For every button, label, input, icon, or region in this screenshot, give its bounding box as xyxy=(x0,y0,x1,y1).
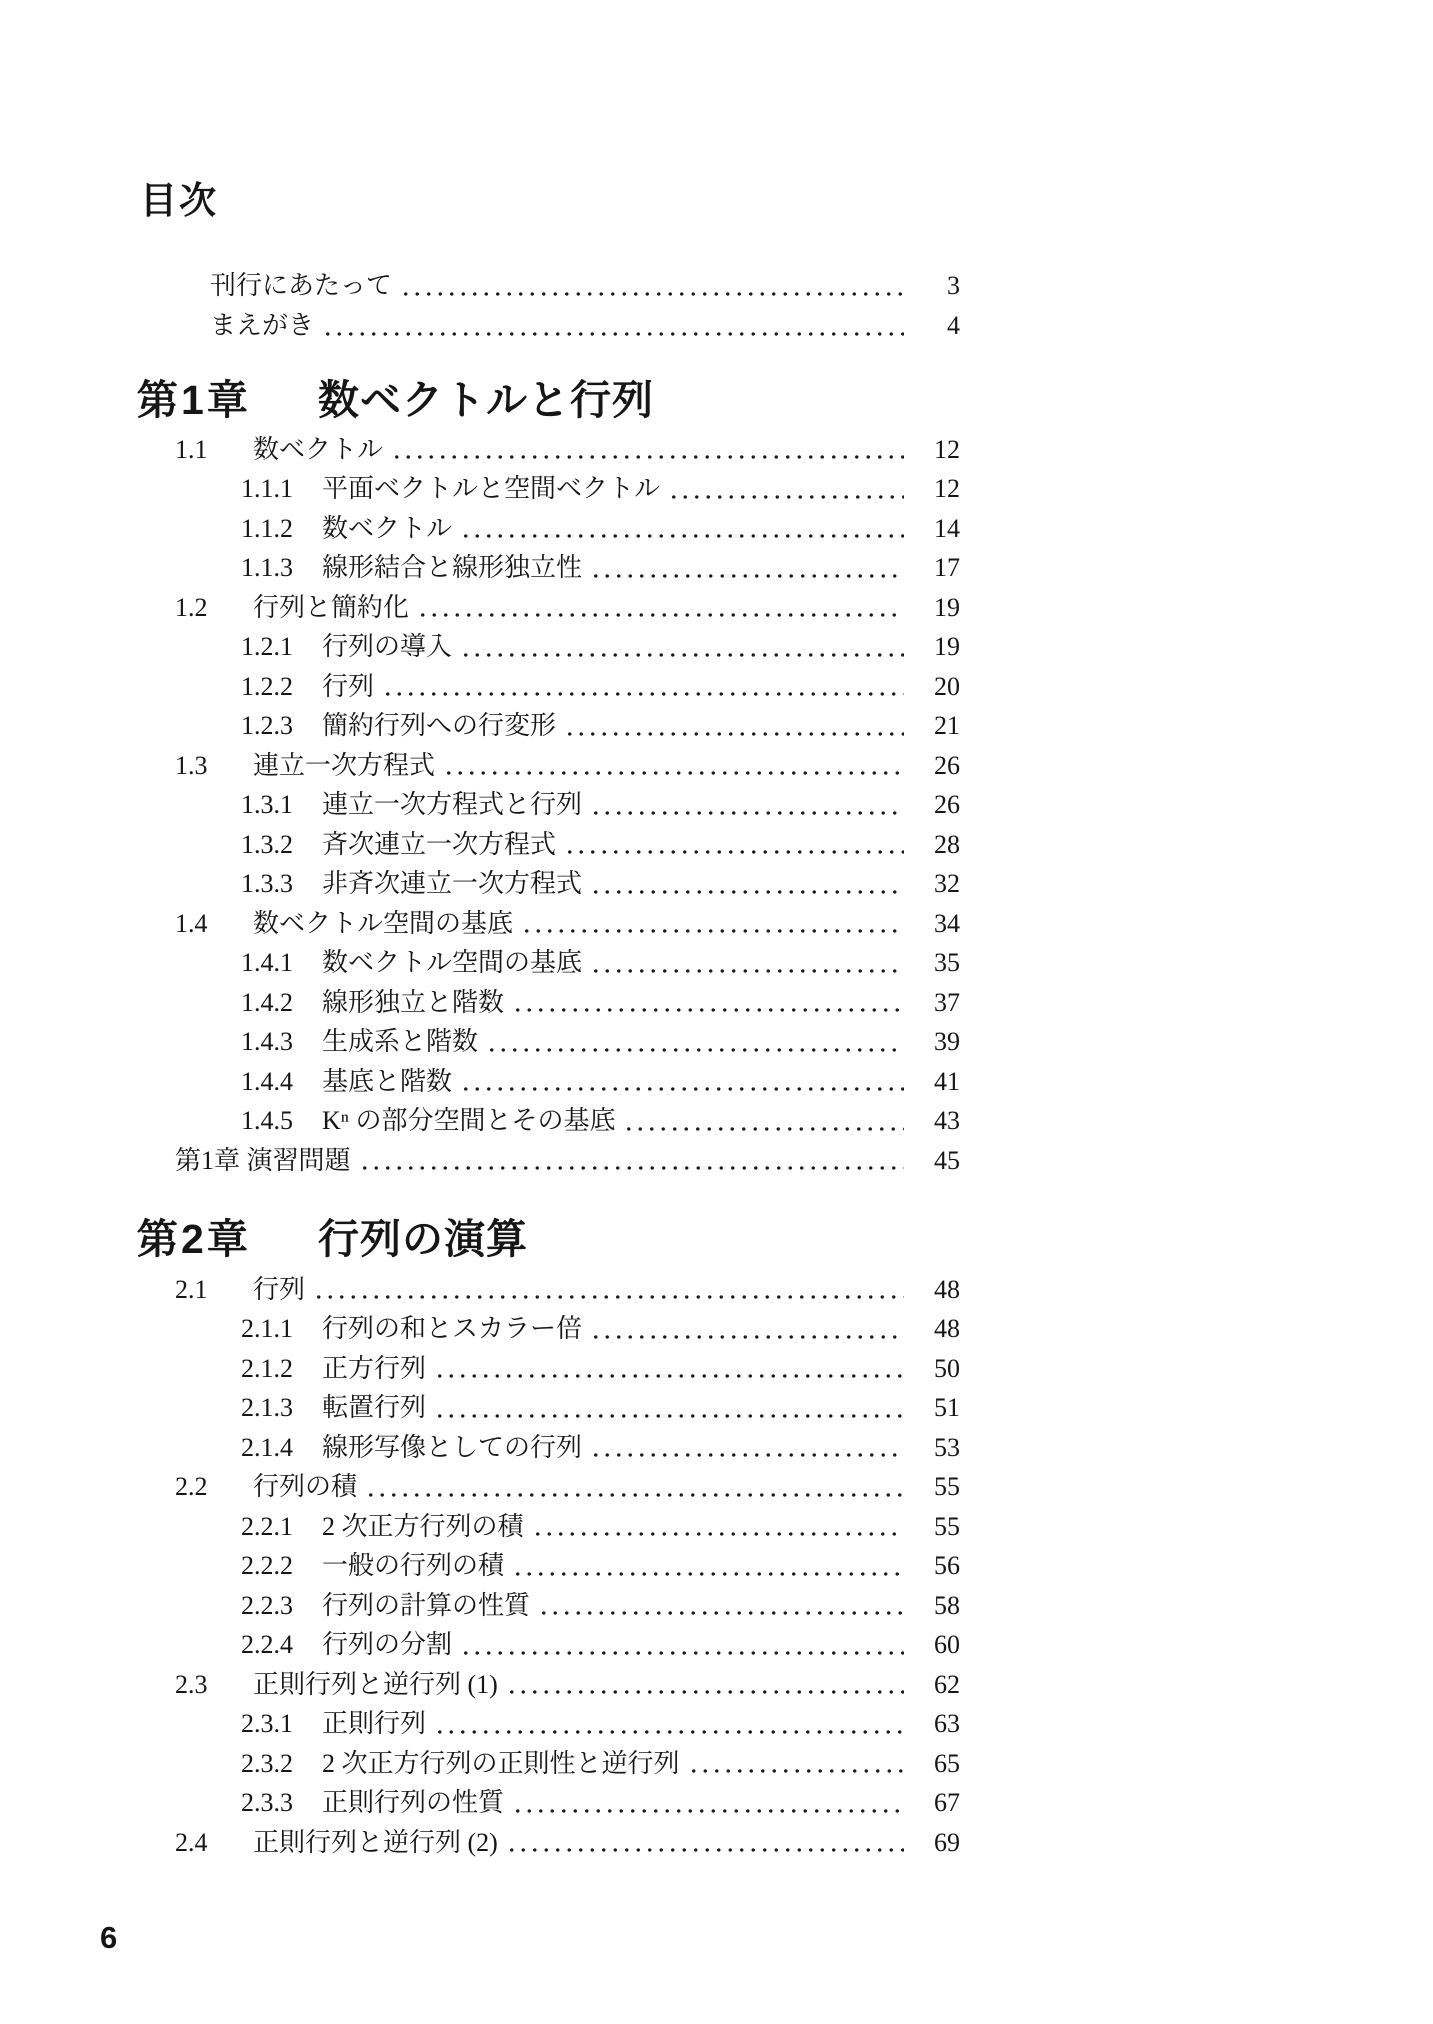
toc-entry-title: 2 次正方行列の正則性と逆行列 xyxy=(322,1748,680,1778)
toc-entry-page: 50 xyxy=(934,1353,960,1383)
dot-leader xyxy=(486,1048,904,1052)
dot-leader xyxy=(564,732,904,736)
toc-entry[interactable] xyxy=(140,1310,960,1350)
toc-entry-number: 2.1.3 xyxy=(241,1393,293,1423)
toc-entry-title: 行列 xyxy=(253,1274,306,1304)
dot-leader xyxy=(506,1848,904,1852)
toc-entry-number: 1.4 xyxy=(175,908,208,938)
toc-entry-number: 1.3.3 xyxy=(241,869,293,899)
toc-entry-title: 一般の行列の積 xyxy=(322,1551,505,1581)
toc-entry-page: 58 xyxy=(934,1590,960,1620)
dot-leader xyxy=(668,495,904,499)
toc-entry-number: 2.3.3 xyxy=(241,1788,293,1818)
toc-entry-title: 正則行列と逆行列 (2) xyxy=(253,1827,498,1857)
toc-entry-number: 2.1 xyxy=(175,1274,208,1304)
toc-entry-number: 1.3 xyxy=(175,750,208,780)
toc-entry-page: 21 xyxy=(934,711,960,741)
toc-entry-page: 51 xyxy=(934,1393,960,1423)
toc-entry-page: 34 xyxy=(934,908,960,938)
toc-entry-number: 1.1.2 xyxy=(241,513,293,543)
dot-leader xyxy=(512,1008,904,1012)
toc-entry-page: 17 xyxy=(934,553,960,583)
dot-leader xyxy=(590,811,904,815)
toc-entry-page: 55 xyxy=(934,1472,960,1502)
toc-entry-title: 行列 xyxy=(322,671,375,701)
toc-entry-number: 2.2.2 xyxy=(241,1551,293,1581)
chapter-2-heading xyxy=(137,1217,997,1261)
dot-leader xyxy=(512,1572,904,1576)
toc-entry-number: 1.1 xyxy=(175,434,208,464)
toc-entry-page: 12 xyxy=(934,434,960,464)
toc-entry[interactable] xyxy=(140,628,960,668)
toc-entry-title: 線形写像としての行列 xyxy=(322,1432,583,1462)
toc-entry-title: 2 次正方行列の積 xyxy=(322,1511,524,1541)
toc-entry-page: 19 xyxy=(934,592,960,622)
toc-entry-page: 28 xyxy=(934,829,960,859)
dot-leader xyxy=(590,1453,904,1457)
toc-entry-page: 41 xyxy=(934,1066,960,1096)
toc-entry-number: 1.2 xyxy=(175,592,208,622)
dot-leader xyxy=(538,1611,904,1615)
toc-entry-page: 55 xyxy=(934,1511,960,1541)
toc-entry-title: 数ベクトル xyxy=(253,434,384,464)
toc-entry-title: 第1章 演習問題 xyxy=(175,1145,351,1175)
toc-entry[interactable] xyxy=(140,1428,960,1468)
dot-leader xyxy=(400,292,904,296)
toc-entry[interactable] xyxy=(140,588,960,628)
toc-entry-title: 正則行列の性質 xyxy=(322,1788,505,1818)
toc-entry-title: 連立一次方程式 xyxy=(253,750,436,780)
toc-entry[interactable] xyxy=(140,1823,960,1863)
toc-entry[interactable] xyxy=(140,707,960,747)
toc-entry[interactable] xyxy=(140,509,960,549)
toc-entry[interactable] xyxy=(140,1349,960,1389)
toc-entry[interactable] xyxy=(140,1062,960,1102)
toc-entry[interactable] xyxy=(140,1665,960,1705)
dot-leader xyxy=(460,1087,904,1091)
toc-entry-number: 2.3 xyxy=(175,1669,208,1699)
dot-leader xyxy=(434,1414,904,1418)
toc-entry-page: 56 xyxy=(934,1551,960,1581)
toc-entry-title: 簡約行列への行変形 xyxy=(322,711,557,741)
toc-entry[interactable] xyxy=(140,904,960,944)
dot-leader xyxy=(434,1730,904,1734)
toc-entry-page: 69 xyxy=(934,1827,960,1857)
toc-entry-title: 平面ベクトルと空間ベクトル xyxy=(322,474,661,504)
toc-entry-number: 2.2.3 xyxy=(241,1590,293,1620)
dot-leader xyxy=(506,1690,904,1694)
dot-leader xyxy=(512,1809,904,1813)
toc-entry-page: 12 xyxy=(934,474,960,504)
dot-leader xyxy=(532,1532,904,1536)
toc-entry-title: 刊行にあたって xyxy=(210,271,393,300)
page-title: 目次 xyxy=(140,180,218,221)
toc-entry-page: 4 xyxy=(947,311,960,340)
toc-entry-number: 2.1.4 xyxy=(241,1432,293,1462)
toc-entry[interactable] xyxy=(140,983,960,1023)
toc-entry-title: 行列の導入 xyxy=(322,632,453,662)
toc-entry-title: 転置行列 xyxy=(322,1393,427,1423)
toc-entry-page: 35 xyxy=(934,948,960,978)
toc-entry[interactable] xyxy=(140,1102,960,1142)
toc-entry-number: 2.2.1 xyxy=(241,1511,293,1541)
toc-entry-number: 1.4.4 xyxy=(241,1066,293,1096)
dot-leader xyxy=(365,1493,904,1497)
toc-entry-number: 1.1.3 xyxy=(241,553,293,583)
toc-entry[interactable] xyxy=(140,1270,960,1310)
toc-entry-page: 14 xyxy=(934,513,960,543)
dot-leader xyxy=(391,455,904,459)
toc-entry[interactable] xyxy=(140,746,960,786)
chapter-1-heading xyxy=(137,378,997,422)
toc-entry[interactable] xyxy=(140,1586,960,1626)
toc-entry-title: 線形独立と階数 xyxy=(322,987,505,1017)
toc-entry-number: 1.4.2 xyxy=(241,987,293,1017)
dot-leader xyxy=(460,534,904,538)
toc-entry-number: 2.2.4 xyxy=(241,1630,293,1660)
toc-entry-page: 63 xyxy=(934,1709,960,1739)
toc-entry[interactable] xyxy=(140,1023,960,1063)
toc-entry-number: 1.3.1 xyxy=(241,790,293,820)
toc-entry[interactable] xyxy=(140,549,960,589)
toc-entry-title: 非斉次連立一次方程式 xyxy=(322,869,583,899)
front-matter-list xyxy=(140,266,960,346)
chapter-1-entries xyxy=(140,430,960,1181)
toc-entry-title: 生成系と階数 xyxy=(322,1027,479,1057)
toc-entry[interactable] xyxy=(140,786,960,826)
toc-entry[interactable] xyxy=(140,1744,960,1784)
toc-entry[interactable] xyxy=(140,865,960,905)
toc-entry-number: 1.4.5 xyxy=(241,1106,293,1136)
toc-entry-number: 2.4 xyxy=(175,1827,208,1857)
toc-entry-title: 連立一次方程式と行列 xyxy=(322,790,583,820)
toc-entry-number: 1.3.2 xyxy=(241,829,293,859)
toc-entry-page: 53 xyxy=(934,1432,960,1462)
dot-leader xyxy=(434,1374,904,1378)
toc-entry[interactable] xyxy=(140,1547,960,1587)
toc-entry-title: 行列の計算の性質 xyxy=(322,1590,531,1620)
toc-entry[interactable] xyxy=(140,1784,960,1824)
dot-leader xyxy=(590,574,904,578)
toc-entry[interactable] xyxy=(140,667,960,707)
toc-entry-page: 67 xyxy=(934,1788,960,1818)
toc-entry-number: 1.2.1 xyxy=(241,632,293,662)
toc-entry[interactable] xyxy=(140,1468,960,1508)
toc-entry-page: 20 xyxy=(934,671,960,701)
toc-entry-title: 正方行列 xyxy=(322,1353,427,1383)
dot-leader xyxy=(382,692,904,696)
dot-leader xyxy=(460,653,904,657)
toc-entry-title: 基底と階数 xyxy=(322,1066,453,1096)
toc-entry-number: 2.1.1 xyxy=(241,1314,293,1344)
dot-leader xyxy=(590,969,904,973)
dot-leader xyxy=(359,1166,904,1170)
dot-leader xyxy=(564,850,904,854)
toc-entry-page: 32 xyxy=(934,869,960,899)
page-number: 6 xyxy=(100,1920,118,1955)
toc-entry-title: 行列の和とスカラー倍 xyxy=(322,1314,583,1344)
toc-entry-number: 2.2 xyxy=(175,1472,208,1502)
toc-entry-page: 48 xyxy=(934,1314,960,1344)
toc-entry-title: 行列と簡約化 xyxy=(253,592,410,622)
dot-leader xyxy=(460,1651,904,1655)
toc-entry-title: 行列の分割 xyxy=(322,1630,453,1660)
toc-entry-title: 行列の積 xyxy=(253,1472,358,1502)
toc-entry-number: 1.4.3 xyxy=(241,1027,293,1057)
toc-entry[interactable] xyxy=(140,306,960,346)
dot-leader xyxy=(590,890,904,894)
toc-entry-number: 2.3.2 xyxy=(241,1748,293,1778)
chapter-1-title: 数ベクトルと行列 xyxy=(318,377,654,423)
toc-entry[interactable] xyxy=(140,470,960,510)
toc-entry-page: 65 xyxy=(934,1748,960,1778)
toc-entry-title: 数ベクトル xyxy=(322,513,453,543)
dot-leader xyxy=(590,1335,904,1339)
dot-leader xyxy=(443,771,904,775)
dot-leader xyxy=(313,1295,904,1299)
toc-entry-number: 1.2.2 xyxy=(241,671,293,701)
toc-entry-title: 斉次連立一次方程式 xyxy=(322,829,557,859)
dot-leader xyxy=(322,332,904,336)
toc-entry-title: 数ベクトル空間の基底 xyxy=(253,908,514,938)
toc-entry-title: まえがき xyxy=(210,311,315,340)
toc-entry-title: 線形結合と線形独立性 xyxy=(322,553,583,583)
toc-entry-page: 37 xyxy=(934,987,960,1017)
toc-entry[interactable] xyxy=(140,266,960,306)
dot-leader xyxy=(688,1769,904,1773)
toc-entry-page: 48 xyxy=(934,1274,960,1304)
dot-leader xyxy=(623,1127,904,1131)
toc-entry-page: 26 xyxy=(934,750,960,780)
dot-leader xyxy=(417,613,904,617)
chapter-2-label: 第2章 xyxy=(137,1216,251,1262)
toc-entry[interactable] xyxy=(140,1705,960,1745)
toc-entry-title: 正則行列 xyxy=(322,1709,427,1739)
toc-entry[interactable] xyxy=(140,944,960,984)
toc-entry-page: 19 xyxy=(934,632,960,662)
toc-entry-number: 1.1.1 xyxy=(241,474,293,504)
toc-entry-title: 数ベクトル空間の基底 xyxy=(322,948,583,978)
toc-entry-page: 3 xyxy=(947,271,960,300)
chapter-2-entries xyxy=(140,1270,960,1863)
toc-entry[interactable] xyxy=(140,430,960,470)
toc-entry-number: 2.3.1 xyxy=(241,1709,293,1739)
toc-entry-page: 45 xyxy=(934,1145,960,1175)
toc-entry[interactable] xyxy=(140,825,960,865)
toc-entry[interactable] xyxy=(140,1141,960,1181)
toc-entry-title: Kⁿ の部分空間とその基底 xyxy=(322,1106,616,1136)
toc-entry-title: 正則行列と逆行列 (1) xyxy=(253,1669,498,1699)
toc-entry-page: 62 xyxy=(934,1669,960,1699)
toc-entry-page: 39 xyxy=(934,1027,960,1057)
toc-entry-page: 60 xyxy=(934,1630,960,1660)
toc-entry[interactable] xyxy=(140,1507,960,1547)
toc-entry-page: 43 xyxy=(934,1106,960,1136)
dot-leader xyxy=(521,929,904,933)
chapter-2-title: 行列の演算 xyxy=(318,1216,528,1262)
toc-entry[interactable] xyxy=(140,1626,960,1666)
toc-entry-page: 26 xyxy=(934,790,960,820)
toc-entry-number: 1.4.1 xyxy=(241,948,293,978)
toc-entry-number: 2.1.2 xyxy=(241,1353,293,1383)
toc-entry-number: 1.2.3 xyxy=(241,711,293,741)
chapter-1-label: 第1章 xyxy=(137,377,251,423)
toc-entry[interactable] xyxy=(140,1389,960,1429)
